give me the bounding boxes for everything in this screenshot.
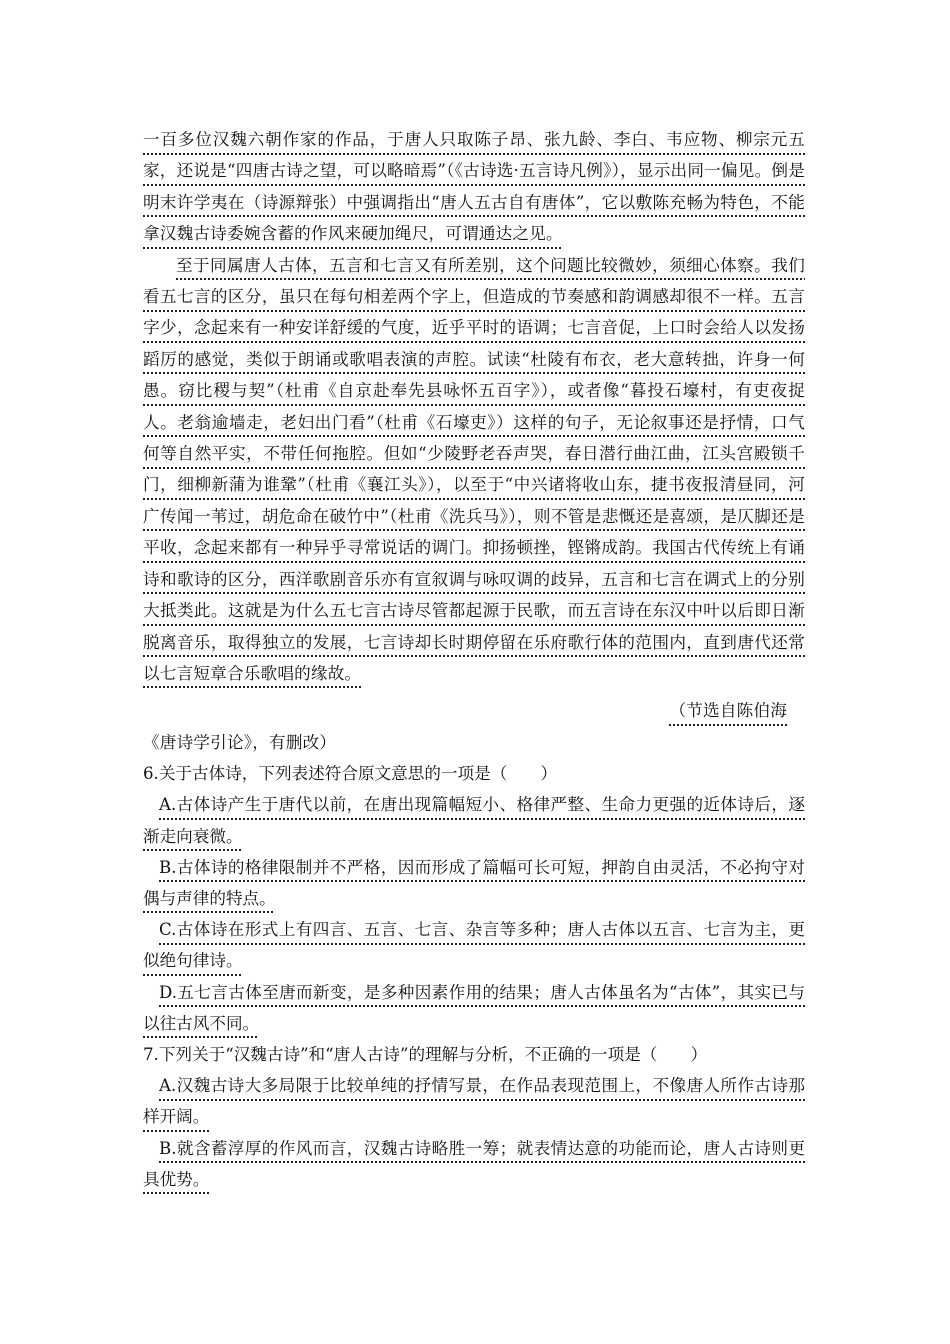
question-6-option-b[interactable] bbox=[143, 852, 805, 914]
question-7-stem: 7.下列关于“汉魏古诗”和“唐人古诗”的理解与分析，不正确的一项是（ ） bbox=[143, 1044, 708, 1064]
option-text: C.古体诗在形式上有四言、五言、七言、杂言等多种；唐人古体以五言、七言为主，更似绝句律诗。 bbox=[143, 920, 805, 971]
option-text: A.古体诗产生于唐代以前，在唐出现篇幅短小、格律严整、生命力更强的近体诗后，逐渐走向衰微。 bbox=[143, 795, 805, 846]
question-6-option-a[interactable] bbox=[143, 789, 805, 851]
document-page bbox=[143, 124, 805, 1195]
option-text: D.五七言古体至唐而新变，是多种因素作用的结果；唐人古体虽名为“古体”，其实已与以往古风不同。 bbox=[143, 982, 805, 1033]
question-7-option-b[interactable] bbox=[143, 1133, 805, 1195]
passage-paragraph-2: 至于同属唐人古体，五言和七言又有所差别，这个问题比较微妙，须细心体察。我们看五七言的区分，虽只在每句相差两个字上，但造成的节奏感和韵调感却很不一样。五言字少，念起来有一种安详舒缓的气度，近乎平时的语调；七言音促，上口时会给人以发扬蹈厉的感觉，类似于朗诵或歌唱表演的声腔。试读“杜陵有布衣，老大意转拙，许身一何愚。窃比稷与契”（杜甫《自京赴奉先县咏怀五百字》），或者像“暮投石壕村，有吏夜捉人。老翁逾墙走，老妇出门看”（杜甫《石壕吏》）这样的句子，无论叙事还是抒情，口气何等自然平实，不带任何拖腔。但如“少陵野老吞声哭，春日潜行曲江曲，江头宫殿锁千门，细柳新蒲为谁鞏”（杜甫《襄江头》），以至于“中兴诸将收山东，捷书夜报清昼同，河广传闻一苇过，胡危命在破竹中”（杜甫《洗兵马》），则不管是悲慨还是喜颂，是仄脚还是平收，念起来都有一种异乎寻常说话的调门。抑扬顿挫，铿锵成韵。我国古代传统上有诵诗和歌诗的区分，西洋歌剧音乐亦有宣叙调与咏叹调的歧异，五言和七言在调式上的分别大抵类此。这就是为什么五七言古诗尽管都起源于民歌，而五言诗在东汉中叶以后即日渐脱离音乐，取得独立的发展，七言诗却长时期停留在乐府歌行体的范围内，直到唐代还常以七言短章合乐歌唱的缘故。 bbox=[143, 255, 805, 683]
passage-source-part1: （节选自陈伯海 bbox=[669, 701, 787, 721]
option-text: B.古体诗的格律限制并不严格，因而形成了篇幅可长可短，押韵自由灵活，不必拘守对偶与声律的特点。 bbox=[143, 857, 805, 908]
passage-paragraph-1: 一百多位汉魏六朝作家的作品，于唐人只取陈子昂、张九龄、李白、韦应物、柳宗元五家，还说是“四唐古诗之望，可以略暗焉”（《古诗选·五言诗凡例》），显示出同一偏见。倒是明末许学夷在（诗源辩张）中强调指出“唐人五古自有唐体”，它以敷陈充畅为特色，不能拿汉魏古诗委婉含蓄的作风来硬加绳尺，可谓通达之见。 bbox=[143, 130, 805, 244]
question-6-option-d[interactable] bbox=[143, 977, 805, 1039]
question-6-stem: 6.关于古体诗，下列表述符合原文意思的一项是（ ） bbox=[143, 764, 558, 784]
option-text: B.就含蓄淳厚的作风而言，汉魏古诗略胜一筹；就表情达意的功能而论，唐人古诗则更具优势。 bbox=[143, 1138, 805, 1189]
passage-source-part2: 《唐诗学引论》，有删改） bbox=[143, 732, 337, 752]
question-7-option-a[interactable] bbox=[143, 1070, 805, 1132]
option-text: A.汉魏古诗大多局限于比较单纯的抒情写景，在作品表现范围上，不像唐人所作古诗那样开阔。 bbox=[143, 1076, 805, 1127]
question-6-option-c[interactable] bbox=[143, 914, 805, 976]
